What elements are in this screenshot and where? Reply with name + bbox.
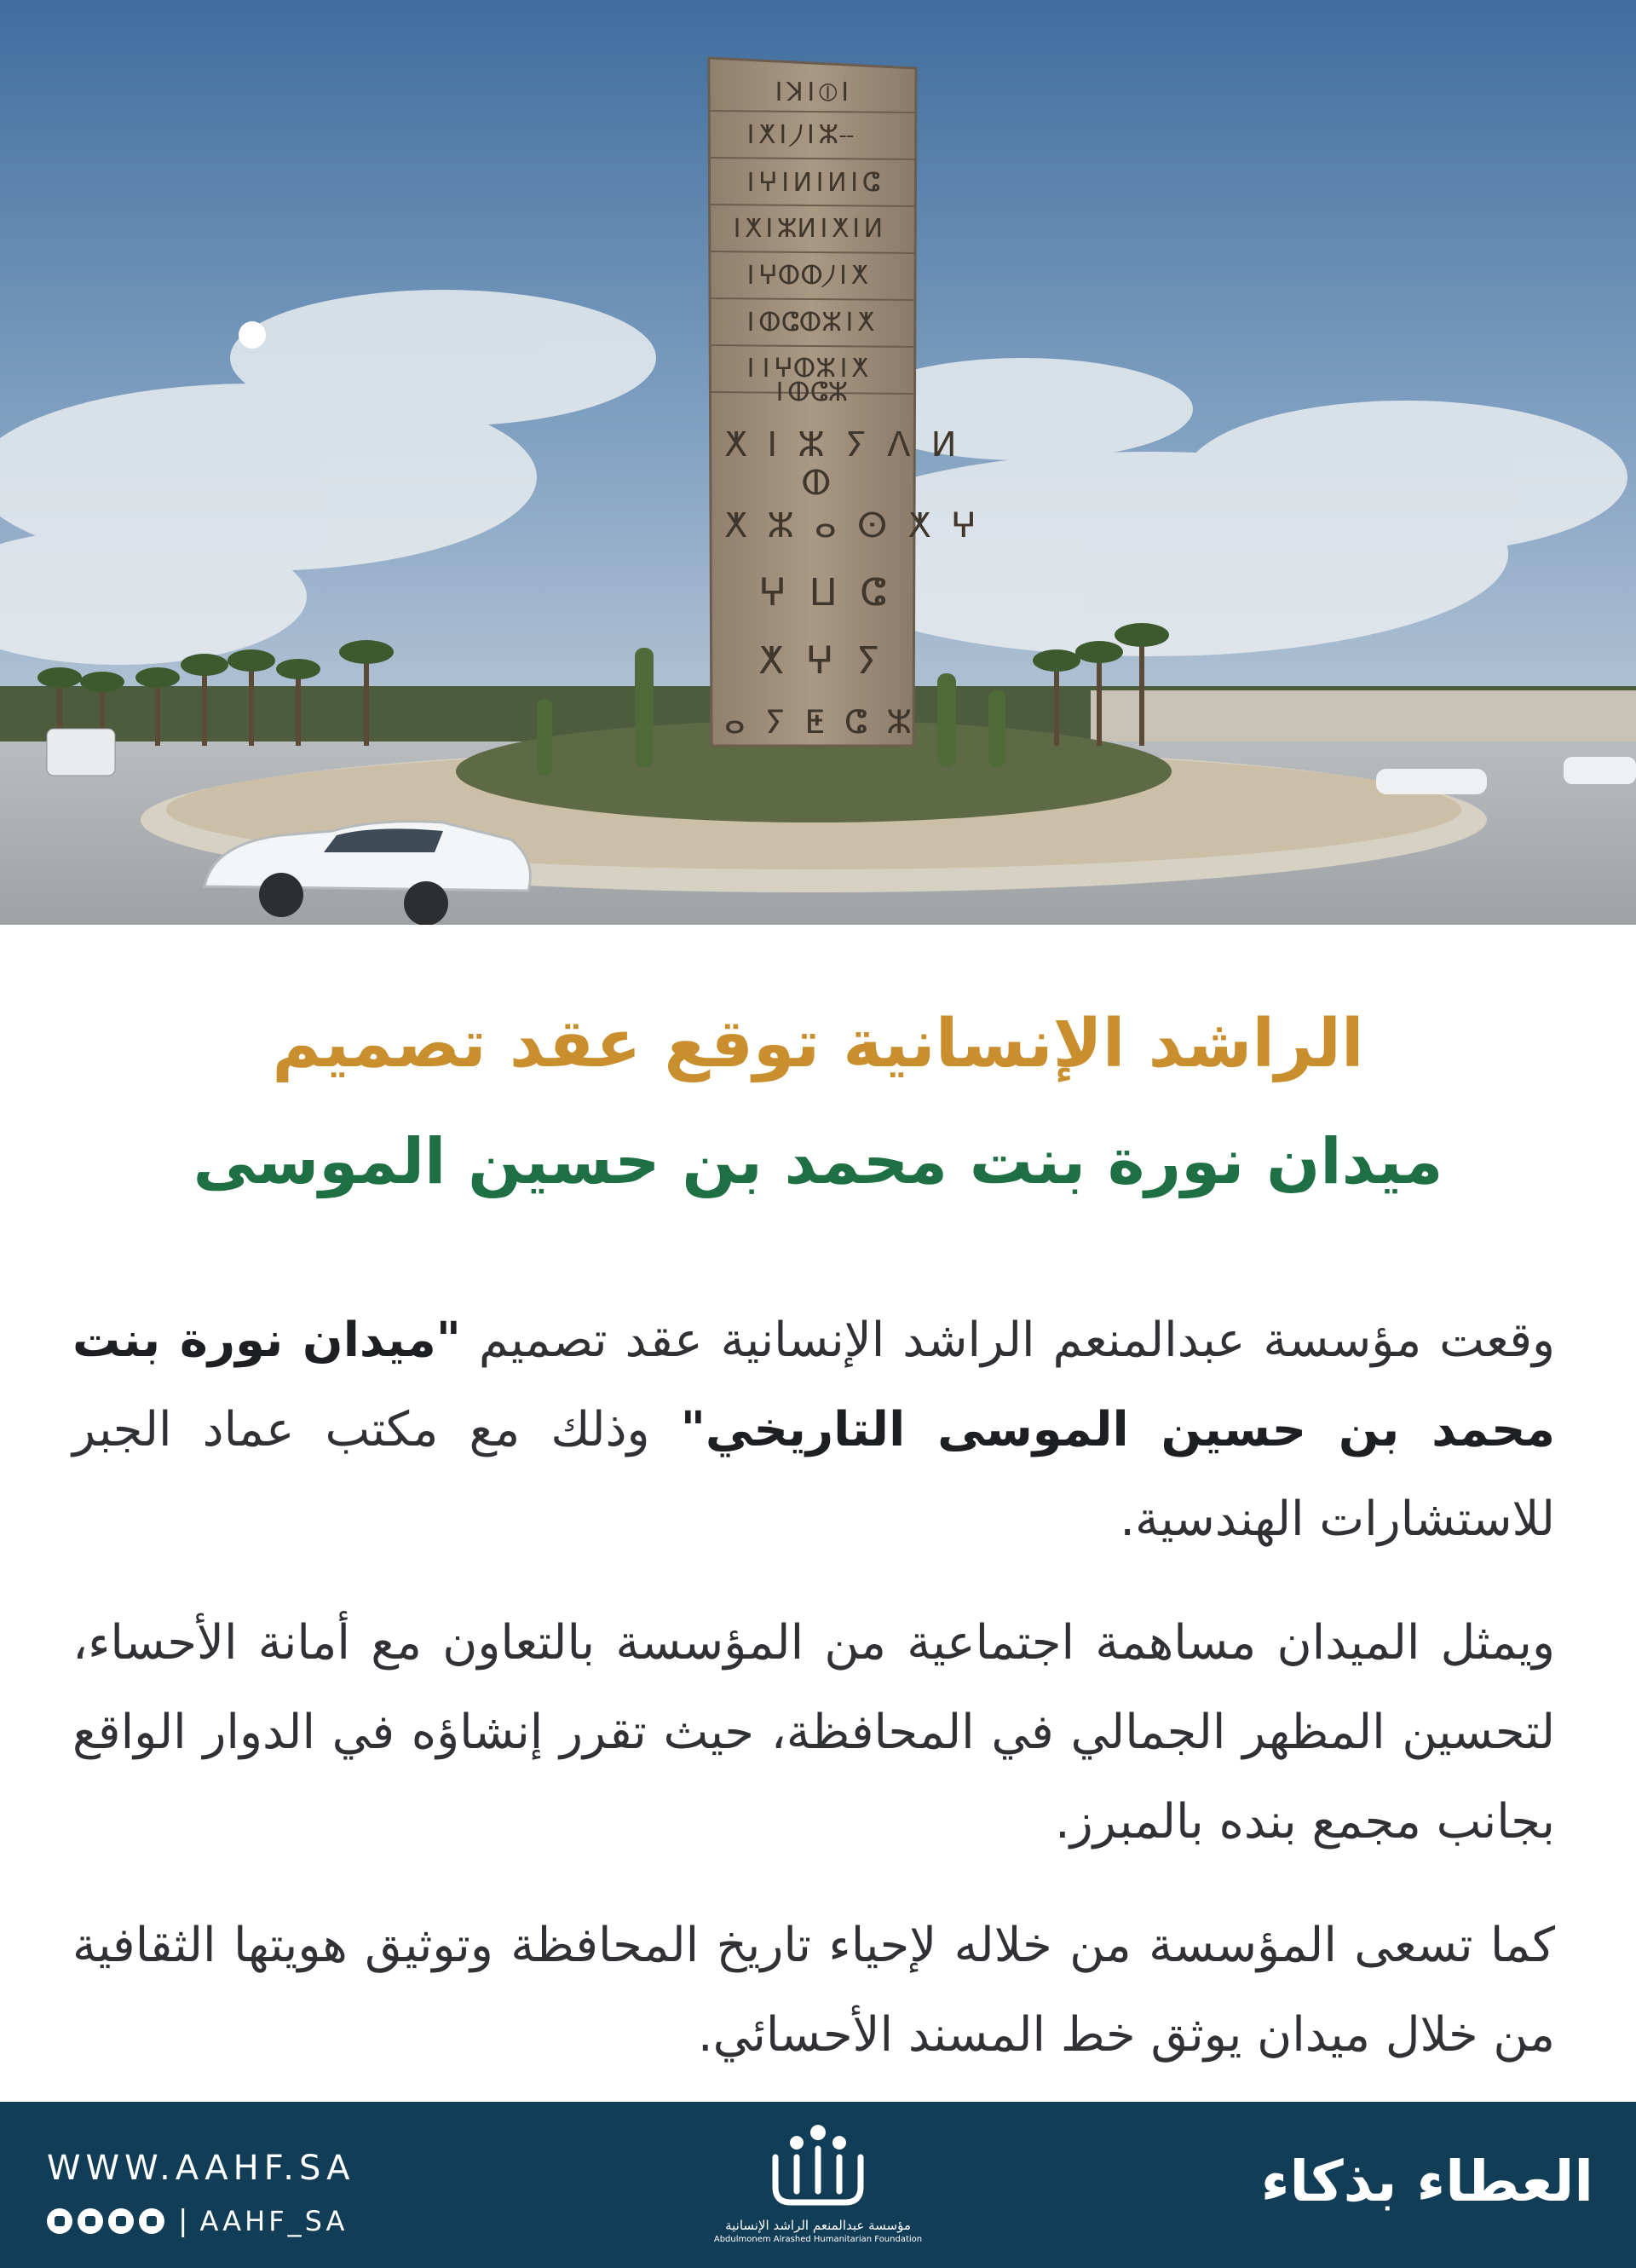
logo-text-english: Abdulmonem Alrashed Humanitarian Foundation [713,2235,923,2244]
paragraph-3: كما تسعى المؤسسة من خلاله لإحياء تاريخ المحافظة وتوثيق هويتها الثقافية من خلال ميدان يوثق خط المسند الأحسائي. [72,1918,1555,2063]
instagram-icon[interactable] [47,2208,72,2234]
svg-text:ⵅ ⵖ ⵢ: ⵅ ⵖ ⵢ [758,639,880,683]
foundation-logo [707,2119,929,2264]
svg-text:ǀⵖⵀⵀ⵰ǀⵅ: ǀⵖⵀⵀ⵰ǀⵅ [743,261,868,291]
social-handle[interactable]: AAHF_SA [199,2205,349,2237]
svg-text:ⵖ ⵡ ⵛ: ⵖ ⵡ ⵛ [758,571,886,615]
twitter-icon[interactable] [78,2208,103,2234]
paragraph-1 [72,1296,1555,1564]
youtube-icon[interactable] [108,2208,134,2234]
svg-text:ⵅ ⵣ ⴰ ⵙ ⵅ ⵖ: ⵅ ⵣ ⴰ ⵙ ⵅ ⵖ [724,506,976,545]
svg-text:ǀꓘǀ⦶ǀ: ǀꓘǀ⦶ǀ [771,78,853,107]
square-name-highlight: "ميدان نورة بنت محمد بن حسين الموسى التاريخي" [72,1313,1555,1457]
svg-text:ǀǀⵖⵀⵣǀⵅ: ǀǀⵖⵀⵣǀⵅ [743,354,868,384]
paragraph-1-start: وقعت مؤسسة عبدالمنعم الراشد الإنسانية عقد تصميم [460,1313,1556,1368]
website-link[interactable]: WWW.AAHF.SA [47,2149,355,2188]
svg-text:ⵀ: ⵀ [801,464,832,503]
hero-image [0,0,1636,925]
svg-text:ⴰ ⵢ ⵟ ⵛ ⵣ: ⴰ ⵢ ⵟ ⵛ ⵣ [724,703,913,741]
separator: | [178,2204,188,2238]
svg-text:ǀⵅǀⵣⵍǀⵅǀⵍ: ǀⵅǀⵣⵍǀⵅǀⵍ [729,214,884,244]
social-links [47,2204,348,2238]
page-subtitle: ميدان نورة بنت محمد بن حسين الموسى [193,1125,1443,1198]
svg-text:ⵅ ⵏ ⵣ ⵢ ⴷ ⵍ: ⵅ ⵏ ⵣ ⵢ ⴷ ⵍ [724,425,957,465]
slogan: العطاء بذكاء [1260,2149,1593,2214]
logo-text-arabic: مؤسسة عبدالمنعم الراشد الإنسانية [725,2218,911,2233]
page-title: الراشد الإنسانية توقع عقد تصميم [272,1006,1364,1082]
svg-text:ǀⵀⵛⵣ: ǀⵀⵛⵣ [772,378,849,407]
svg-text:ǀⵀⵛⵀⵣǀⵅ: ǀⵀⵛⵀⵣǀⵅ [743,308,874,338]
logo-mark-icon [758,2119,878,2213]
snapchat-icon[interactable] [139,2208,164,2234]
paragraph-1-end: وذلك مع مكتب عماد الجبر للاستشارات الهندسية. [72,1402,1555,1547]
monument-rendering [0,0,1636,925]
svg-text:ǀⵖǀⵍǀⵍǀⵛ: ǀⵖǀⵍǀⵍǀⵛ [743,168,880,198]
paragraph-2: ويمثل الميدان مساهمة اجتماعية من المؤسسة بالتعاون مع أمانة الأحساء، لتحسين المظهر الجمالي في المحافظة، حيث تقرر إنشاؤه في الدوار الواقع بجانب مجمع بنده بالمبرز. [72,1615,1555,1850]
article-body [72,1296,1555,2114]
svg-text:ǀⵅǀ⵰ǀⵣⵧ: ǀⵅǀ⵰ǀⵣⵧ [743,120,855,150]
footer-bar [0,2102,1636,2268]
